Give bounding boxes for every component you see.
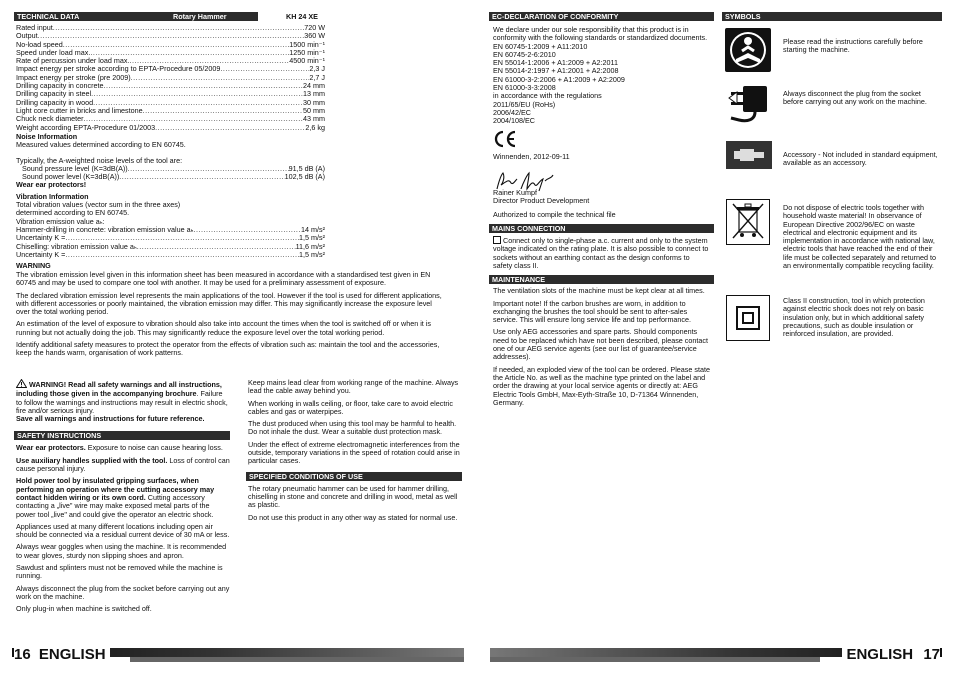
spec-label: Impact energy per stroke (pre 2009) [16,73,131,82]
leader-dots [193,226,301,234]
vibration-values [16,226,325,259]
spec-label: Output [16,32,38,41]
spec-row [22,165,325,173]
safety-item: Wear ear protectors. Exposure to noise can cause hearing loss. [16,443,223,453]
spec-label: Drilling capacity in wood [16,98,94,107]
leader-dots [155,124,305,132]
symbol-read-manual [725,28,777,72]
signer-title: Director Product Development [493,196,590,206]
safety-item: Hold power tool by insulated gripping surfaces, when performing an operation where the cutting accessory may contact hidden wiring or its own cord. Cutting accessory contacting a „live" wire may make exposed metal parts of the power tool „live" and could give the operator an electric shock. [16,476,215,519]
warning-paragraph: An estimation of the level of exposure to vibration should also take into account the times when the tool is switched off or when it is running but not actually doing the job. This may significantly reduce the exposure level over the total working period. [16,319,431,337]
spec-row [16,90,325,98]
page-number: 17 [923,646,940,663]
warning-paragraph: Identify additional safety measures to protect the operator from the effects of vibration such as: maintain the tool and the accessories, keep the hands warm, organisation of work patterns. [16,340,440,358]
safety-item: The dust produced when using this tool may be harmful to health. Do not inhale the dust. Wear a suitable dust protection mask. [248,419,457,437]
model-number: KH 24 XE [258,12,325,21]
safety-column [16,379,230,618]
warning-paragraph: The vibration emission level given in this information sheet has been measured in accordance with a standardised test given in EN 60745 and may be used to compare one tool with another. It may be used for a preliminary assessment of exposure. [16,270,431,288]
leader-dots [104,82,304,90]
maintenance-item: If needed, an exploded view of the tool can be ordered. Please state the Article No. as well as the machine type printed on the label and order the drawing at your local service agents or directly at: AEG Electric Tools GmbH, Max-Eyth-Straße 10, D-71364 Winnenden, Germany. [493,364,710,407]
specified-conditions-bar: SPECIFIED CONDITIONS OF USE [246,472,462,481]
spec-value: 11,6 m/s² [295,242,325,251]
noise-section [16,133,325,270]
spec-label: Hammer-drilling in concrete: vibration emission value aₕ [16,225,194,234]
place-date: Winnenden, 2012-09-11 [493,151,570,161]
ec-line: EN 55014-1:2006 + A1:2009 + A2:2011 [493,58,618,68]
spec-row [16,107,325,115]
leader-dots [38,32,305,40]
leader-dots [129,57,289,65]
leader-dots [91,90,303,98]
vibration-line-3: Vibration emission value aₕ: [16,216,105,226]
spec-value: 1500 min⁻¹ [289,40,325,49]
ec-line: EN 60745-1:2009 + A11:2010 [493,41,588,51]
signer-name: Rainer Kumpf [493,188,537,198]
safety-item: Sawdust and splinters must not be removed while the machine is running. [16,563,223,581]
spec-value: 30 mm [303,98,325,107]
spec-label: Weight according EPTA-Procedure 01/2003 [16,123,156,132]
symbol-text-1: Please read the instructions carefully before starting the machine. [783,37,923,55]
leader-dots [128,165,289,173]
maintenance-item: The ventilation slots of the machine must be kept clear at all times. [493,286,705,296]
spec-row [16,65,325,73]
spec-label: Sound power level (K=3dB(A)) [22,173,120,182]
safety-item: When working in walls ceiling, or floor, take care to avoid electric cables and gas or waterpipes. [248,398,453,416]
safety-warning [16,379,230,423]
spec-label: Uncertainty K = [16,250,66,259]
spec-value: 2,7 J [309,73,325,82]
spec-row [16,32,325,40]
leader-dots [84,115,304,123]
spec-value: 2,6 kg [305,123,325,132]
right-footer [490,648,942,662]
ce-mark [489,126,714,150]
technical-data-title: TECHNICAL DATA [17,12,80,21]
signature [489,161,714,189]
safety-warning-text: . Failure to follow the warnings and instructions may result in electric shock, fire and/or serious injury. [16,389,228,415]
spec-value: 1,5 m/s² [299,250,325,259]
spec-row [16,226,325,234]
ear-protectors-note: Wear ear protectors! [16,180,87,190]
ec-line: We declare under our sole responsibility that this product is in conformity with the following standards or standardized documents. [493,25,708,43]
safety-instructions-bar: SAFETY INSTRUCTIONS [14,431,230,440]
mains-connection-text: Connect only to single-phase a.c. current and only to the system voltage indicated on the rating plate. It is also possible to connect to sockets without an earthing contact as the design conforms to safety class II. [493,236,709,270]
warning-paragraph: The declared vibration emission level represents the main applications of the tool. However if the tool is used for different applications, with different accessories or poorly maintained, the vibration emission may differ. This may significantly increase the exposure level over the total working period. [16,290,442,317]
symbol-weee [726,199,770,245]
spec-value: 24 mm [303,82,325,91]
safety-item: Always wear goggles when using the machine. It is recommended to wear gloves, sturdy non slipping shoes and apron. [16,542,227,560]
spec-row [16,115,325,123]
page-language: ENGLISH [38,646,106,663]
authorized-text: Authorized to compile the technical file [493,209,616,219]
leader-dots [137,243,296,251]
mains-connection-bar: MAINS CONNECTION [489,224,714,233]
leader-dots [65,234,299,242]
accessory-icon [726,141,772,169]
maintenance-item: Use only AEG accessories and spare parts. Should components need to be replaced which have not been described, please contact one of our AEG service agents (see our list of guarantee/service addresses). [493,327,708,362]
spec-row [16,41,325,49]
spec-row [16,234,325,242]
symbol-text-3: Accessory - Not included in standard equipment, available as an accessory. [783,150,938,168]
spec-row [16,124,325,132]
spec-label: Speed under load max. [16,48,91,57]
symbol-text-4: Do not dispose of electric tools together with household waste material! In observance of European Directive 2002/96/EC on waste electrical and electronic equipment and its implementation in accordance with national law, electric tools that have reached the end of their life must be collected separately and returned to an environmentally compatible recycling facility. [783,203,937,271]
maintenance-bar: MAINTENANCE [489,275,714,284]
spec-value: 1,5 m/s² [299,234,325,243]
safety-item: Use auxiliary handles supplied with the tool. Loss of control can cause personal injury. [16,455,230,474]
leader-dots [143,107,303,115]
vibration-line-1: Total vibration values (vector sum in the three axes) [16,200,181,210]
spec-row [16,243,325,251]
noise-heading: Noise Information [16,132,78,141]
spec-value: 50 mm [303,106,325,115]
spec-value: 360 W [304,32,325,41]
spec-label: Light core cutter in bricks and limestone [16,106,143,115]
unplug-icon [725,84,771,124]
ec-line: EN 61000-3-3:2008 [493,83,556,93]
spec-label: No-load speed [16,40,63,49]
leader-dots [65,251,299,259]
symbol-text-2: Always disconnect the plug from the socket before carrying out any work on the machine. [783,89,927,107]
page-number-left [14,647,110,663]
spec-value: 43 mm [303,115,325,124]
ec-line: EN 61000-3-2:2006 + A1:2009 + A2:2009 [493,74,625,84]
safety-item: Always disconnect the plug from the socket before carrying out any work on the machine. [16,583,230,601]
ec-line: EN 55014-2:1997 + A1:2001 + A2:2008 [493,66,619,76]
noise-subtitle: Measured values determined according to EN 60745. [16,140,186,150]
ec-line: 2006/42/EC [493,107,531,117]
ec-line: 2004/108/EC [493,116,535,126]
spec-value: 14 m/s² [301,225,325,234]
spec-value: 102,5 dB (A) [284,173,325,182]
page-language: ENGLISH [846,646,914,663]
left-footer [12,648,464,662]
ec-declaration-bar: EC-DECLARATION OF CONFORMITY [489,12,714,21]
safety-item: Keep mains lead clear from working range of the machine. Always lead the cable away behind you. [248,378,459,396]
spec-row [16,74,325,82]
spec-label: Drilling capacity in steel [16,90,92,99]
noise-values [16,165,325,182]
safety-item: Only plug-in when machine is switched off. [16,604,152,614]
page-number-right [842,647,940,663]
vibration-line-2: determined according to EN 60745. [16,208,130,218]
spec-row [16,24,325,32]
misc-column [248,379,460,526]
spec-value: 13 mm [303,90,325,99]
safety-warning-bold: WARNING! Read all safety warnings and all instructions, including those given in the accompanying brochure [16,380,222,399]
spec-label: Uncertainty K = [16,234,66,243]
safety-item: Appliances used at many different locations including open air should be connected via a residual current device of 30 mA or less. [16,521,230,540]
page-number: 16 [14,646,31,663]
symbols-bar: SYMBOLS [722,12,942,21]
class-ii-square-icon [493,236,501,244]
vibration-heading: Vibration Information [16,191,89,201]
spec-label: Impact energy per stroke according to EPTA-Procedure 05/2009 [16,65,221,74]
warning-paragraphs [16,271,442,362]
symbol-text-5: Class II construction, tool in which protection against electric shock does not rely on basic insulation only, but in which additional safety precautions, such as double insulation or reinforced insulation, are provided. [783,296,925,339]
symbol-unplug [725,84,771,124]
leader-dots [119,173,284,181]
spec-value: 91,5 dB (A) [288,164,325,173]
spec-value: 720 W [304,24,325,32]
noise-typical: Typically, the A-weighted noise levels of the tool are: [16,155,183,165]
spec-item: The rotary pneumatic hammer can be used for hammer drilling, chiselling in stone and concrete and drilling in wood, metal as well as plastic. [248,483,458,510]
product-name: Rotary Hammer [173,12,227,21]
class-ii-icon [726,295,770,341]
symbols-column [722,12,942,21]
spec-row [16,57,325,65]
leader-dots [93,99,303,107]
leader-dots [63,41,289,49]
spec-value: 4500 min⁻¹ [289,57,325,66]
tech-data-list [16,24,325,132]
technical-data-bar [14,12,325,21]
leader-dots [53,24,304,32]
spec-label: Drilling capacity in concrete [16,82,104,91]
spec-label: Rated input [16,24,53,32]
symbol-class-ii [726,295,770,341]
spec-row [16,99,325,107]
read-manual-icon [725,28,771,72]
ec-column [489,12,714,411]
ec-declaration-text [489,21,714,126]
leader-dots [131,74,310,82]
crossed-bin-icon [726,199,770,245]
ec-line: 2011/65/EU (RoHs) [493,99,556,109]
spec-row [16,82,325,90]
spec-row [16,49,325,57]
spec-value: 2,3 J [309,65,325,74]
maintenance-text [489,284,714,407]
safety-item: Under the effect of extreme electromagnetic interferences from the outside, temporary variations in the speed of rotation could arise in particular cases. [248,439,460,466]
spec-item: Do not use this product in any other way as stated for normal use. [248,512,458,522]
leader-dots [220,65,309,73]
save-instructions-note: Save all warnings and instructions for future reference. [16,414,205,424]
maintenance-item: Important note! If the carbon brushes are worn, in addition to exchanging the brushes the tool should be sent to after-sales service. This will ensure long service life and top performance. [493,298,692,325]
symbol-accessory [726,141,772,169]
ce-mark-icon [493,130,517,148]
spec-label: Chiselling: vibration emission value aₕ [16,242,137,251]
ec-line: in accordance with the regulations [493,91,602,101]
spec-label: Chuck neck diameter [16,115,84,124]
leader-dots [90,49,289,57]
ec-line: EN 60745-2-6:2010 [493,49,556,59]
spec-value: 1250 min⁻¹ [289,48,325,57]
spec-label: Sound pressure level (K=3dB(A)) [22,164,128,173]
spec-label: Rate of percussion under load max. [16,57,130,66]
warning-heading: WARNING [16,261,51,271]
spec-row [16,251,325,259]
